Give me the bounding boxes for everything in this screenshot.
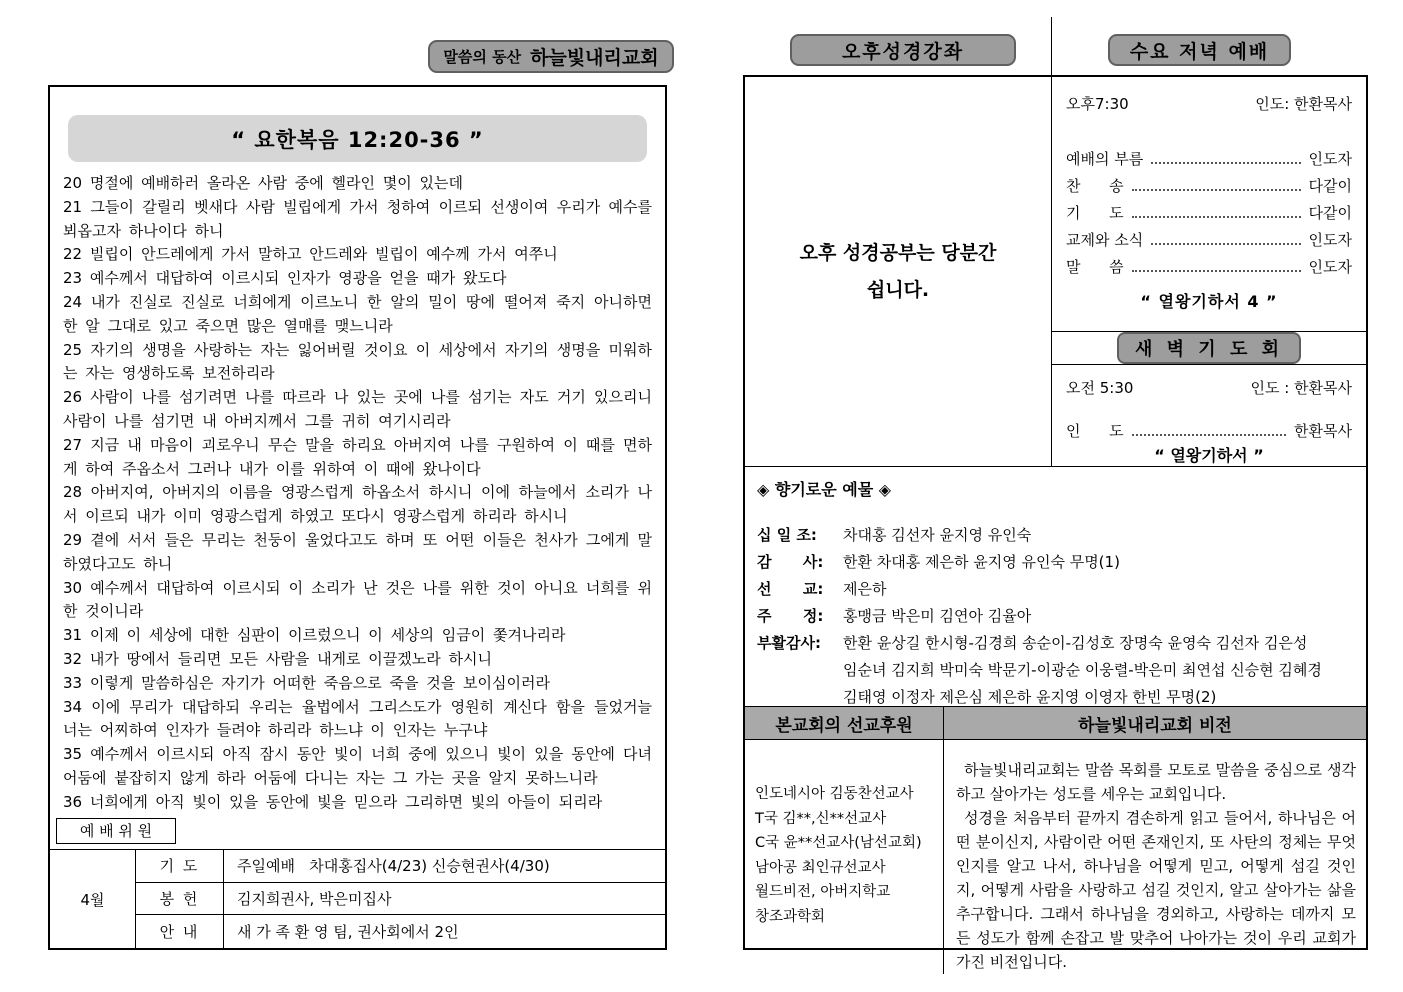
order-row-fellowship-news xyxy=(1066,223,1352,250)
offerings-section xyxy=(745,467,1366,707)
wednesday-leader: 인도: 한환목사 xyxy=(1255,95,1352,113)
verse-24: 24 내가 진실로 진실로 너희에게 이르노니 한 알의 밀이 땅에 떨어져 죽지 아니하면 한 알 그대로 있고 죽으면 많은 열매를 맺느니라 xyxy=(63,292,652,335)
order-by-label: 한환목사 xyxy=(1294,422,1352,440)
duty-month-cell: 4월 xyxy=(50,850,136,948)
order-by-label: 다같이 xyxy=(1308,177,1352,195)
offering-label: 십 일 조: xyxy=(757,526,817,544)
order-row-hymn xyxy=(1066,169,1352,196)
afternoon-notice-line1: 오후 성경공부는 당분간 xyxy=(799,241,997,264)
offering-label: 부활감사: xyxy=(757,634,821,652)
offerings-title: ◈ 향기로운 예물 ◈ xyxy=(757,480,892,499)
afternoon-notice-line2: 쉽니다. xyxy=(866,278,930,301)
order-by-label: 다같이 xyxy=(1308,204,1352,222)
verse-32: 32 내가 땅에서 들리면 모든 사람을 내게로 이끌겠노라 하시니 xyxy=(63,649,492,668)
missions-vision-section xyxy=(745,707,1366,974)
duty-value-guide: 새 가 족 환 영 팀, 권사회에서 2인 xyxy=(237,923,459,942)
duty-value-offering: 김지희권사, 박은미집사 xyxy=(224,883,665,916)
missions-header: 본교회의 선교후원 xyxy=(745,707,944,739)
offering-label: 선 교: xyxy=(757,580,824,598)
dawn-prayer-badge: 새 벽 기 도 회 xyxy=(1117,332,1301,364)
dawn-leader: 인도 : 한환목사 xyxy=(1250,379,1352,397)
offering-value: 차대홍 김선자 윤지영 유인숙 xyxy=(843,526,1032,544)
offering-value: 한환 차대홍 제은하 윤지영 유인숙 무명(1) xyxy=(843,553,1120,571)
dotted-leader xyxy=(1132,189,1301,191)
order-item-label: 교제와 소식 xyxy=(1066,231,1144,249)
vision-text xyxy=(944,740,1366,974)
offering-row-tithe xyxy=(757,526,1352,544)
offering-row-mission xyxy=(757,580,1352,598)
dawn-prayer-header-row xyxy=(1052,331,1366,364)
order-item-label: 인 도 xyxy=(1066,422,1124,440)
order-row-call-to-worship xyxy=(1066,142,1352,169)
church-badge-name: 하늘빛내리교회 xyxy=(530,47,659,69)
dotted-leader xyxy=(1151,243,1300,245)
mission-item: C국 윤**선교사(남선교회) xyxy=(755,835,922,851)
offering-row-thanks xyxy=(757,553,1352,571)
duty-role-prayer: 기 도 xyxy=(136,850,224,883)
church-name-badge xyxy=(428,40,674,73)
bottom-table-body xyxy=(745,740,1366,974)
dawn-prayer-section xyxy=(1052,364,1366,466)
vision-paragraph-1: 하늘빛내리교회는 말씀 목회를 모토로 말씀을 중심으로 생각하고 살아가는 성도를 세우는 교회입니다. xyxy=(956,761,1356,803)
dawn-service-head xyxy=(1066,377,1352,398)
mission-item: 월드비전, 아버지학교 xyxy=(755,884,891,900)
verse-34: 34 이에 무리가 대답하되 우리는 율법에서 그리스도가 영원히 계신다 함을 들었거늘 너는 어찌하여 인자가 들려야 하리라 하느냐 이 인자는 누구냐 xyxy=(63,697,652,740)
offering-label: 감 사: xyxy=(757,553,824,571)
verse-21: 21 그들이 갈릴리 벳새다 사람 빌립에게 가서 청하여 이르되 선생이여 우리가 예수를 뵈옵고자 하나이다 하니 xyxy=(63,197,652,240)
verse-22: 22 빌립이 안드레에게 가서 말하고 안드레와 빌립이 예수께 가서 여쭈니 xyxy=(63,245,558,264)
offering-resurrection-line3: 김태영 이정자 제은심 제은하 윤지영 이영자 한빈 무명(2) xyxy=(843,688,1217,706)
order-by-label: 인도자 xyxy=(1308,258,1352,276)
offering-resurrection-line2: 임순녀 김지희 박미숙 박문기-이광순 이웅렬-박은미 최연섭 신승현 김혜경 xyxy=(843,661,1322,679)
dawn-order-row xyxy=(1066,414,1352,441)
wednesday-service-cell xyxy=(1052,77,1366,466)
dotted-leader xyxy=(1132,216,1301,218)
wednesday-evening-worship-badge: 수요 저녁 예배 xyxy=(1108,34,1291,66)
verse-36: 36 너희에게 아직 빛이 있을 동안에 빛을 믿으라 그리하면 빛의 아들이 되리라 xyxy=(63,792,603,811)
verse-33: 33 이렇게 말씀하심은 자기가 어떠한 죽음으로 죽을 것을 보이심이러라 xyxy=(63,673,550,692)
wednesday-scripture: “ 열왕기하서 4 ” xyxy=(1140,292,1278,311)
verse-28: 28 아버지여, 아버지의 이름을 영광스럽게 하옵소서 하시니 이에 하늘에서 소리가 나서 이르되 내가 이미 영광스럽게 하였고 또다시 영광스럽게 하리라 하시니 xyxy=(63,483,652,526)
verse-31: 31 이제 이 세상에 대한 심판이 이르렀으니 이 세상의 임금이 쫓겨나리라 xyxy=(63,626,566,645)
order-row-prayer xyxy=(1066,196,1352,223)
mission-item: 인도네시아 김동찬선교사 xyxy=(755,786,914,802)
bottom-table-headers xyxy=(745,707,1366,740)
verse-25: 25 자기의 생명을 사랑하는 자는 잃어버릴 것이요 이 세상에서 자기의 생명을 미워하는 자는 영생하도록 보전하리라 xyxy=(63,340,652,383)
offering-value: 제은하 xyxy=(843,580,887,598)
dawn-scripture: “ 열왕기하서 ” xyxy=(1154,446,1264,465)
afternoon-class-notice xyxy=(745,17,1052,466)
wednesday-order-list xyxy=(1066,142,1352,277)
order-by-label: 인도자 xyxy=(1308,231,1352,249)
scripture-verses xyxy=(50,172,665,815)
missions-list xyxy=(745,740,944,974)
duty-value-prayer: 주일예배 차대홍집사(4/23) 신승현권사(4/30) xyxy=(224,850,665,883)
vision-paragraph-2: 성경을 처음부터 끝까지 겸손하게 읽고 들어서, 하나님은 어떤 분이신지, 사람이란 어떤 존재인지, 또 사탄의 정체는 무엇인지를 알고 나서, 하나님을 어떻게 믿고, 어떻게 섬길 것인지, 어떻게 사람을 사랑하고 섬길 것인지, 알고 살아가는 삶을 추구합니다. 그래서 하나님을 경외하고, 사랑하는 데까지 모든 성도가 함께 손잡고 발 맞추어 나아가는 것이 우리 교회가 가진 비전입니다. xyxy=(956,809,1356,971)
services-section xyxy=(745,77,1366,467)
verse-29: 29 곁에 서서 들은 무리는 천둥이 울었다고도 하며 또 어떤 이들은 천사가 그에게 말하였다고도 하니 xyxy=(63,530,652,573)
wednesday-service-head xyxy=(1066,93,1352,114)
verse-30: 30 예수께서 대답하여 이르시되 이 소리가 난 것은 나를 위한 것이 아니요 너희를 위한 것이니라 xyxy=(63,578,652,621)
mission-item: T국 김**,신**선교사 xyxy=(755,810,887,827)
offering-value: 홍맹금 박은미 김연아 김율아 xyxy=(843,607,1032,625)
duty-role-guide: 안 내 xyxy=(136,915,224,948)
dotted-leader xyxy=(1132,434,1286,436)
verse-35: 35 예수께서 이르시되 아직 잠시 동안 빛이 너희 중에 있으니 빛이 있을 동안에 다녀 어둠에 붙잡히지 않게 하라 어둠에 다니는 자는 그 가는 곳을 알지 못하느니라 xyxy=(63,745,652,787)
verse-23: 23 예수께서 대답하여 이르시되 인자가 영광을 얻을 때가 왔도다 xyxy=(63,269,507,288)
right-page xyxy=(743,75,1368,971)
wednesday-time: 오후7:30 xyxy=(1066,95,1129,113)
order-item-label: 찬 송 xyxy=(1066,177,1124,195)
duty-role-offering: 봉 헌 xyxy=(136,883,224,916)
dotted-leader xyxy=(1151,162,1300,164)
vision-header: 하늘빛내리교회 비전 xyxy=(944,707,1366,739)
order-item-label: 기 도 xyxy=(1066,204,1124,222)
order-row-sermon xyxy=(1066,250,1352,277)
mission-item: 창조과학회 xyxy=(755,908,826,925)
order-item-label: 말 씀 xyxy=(1066,258,1124,276)
offering-value: 한환 윤상길 한시형-김경희 송순이-김성호 장명숙 윤영숙 김선자 김은성 xyxy=(843,634,1308,652)
dotted-leader xyxy=(1132,270,1301,272)
scripture-passage-title: “ 요한복음 12:20-36 ” xyxy=(68,115,647,162)
church-badge-prefix: 말씀의 동산 xyxy=(443,48,522,66)
offering-row-resurrection xyxy=(757,634,1352,652)
order-by-label: 인도자 xyxy=(1308,150,1352,168)
verse-20: 20 명절에 예배하러 올라온 사람 중에 헬라인 몇이 있는데 xyxy=(63,174,464,192)
dawn-time: 오전 5:30 xyxy=(1066,379,1134,397)
worship-committee-label: 예 배 위 원 xyxy=(56,818,176,844)
offering-label: 주 정: xyxy=(757,607,824,625)
mission-item: 남아공 최인규선교사 xyxy=(755,859,886,876)
left-page xyxy=(48,85,667,950)
offering-row-weekly xyxy=(757,607,1352,625)
order-item-label: 예배의 부름 xyxy=(1066,150,1144,168)
worship-duty-table xyxy=(50,849,665,948)
verse-26: 26 사람이 나를 섬기려면 나를 따르라 나 있는 곳에 나를 섬기는 자도 거기 있으리니 사람이 나를 섬기면 내 아버지께서 그를 귀히 여기시리라 xyxy=(63,388,652,430)
wednesday-service-order xyxy=(1052,77,1366,331)
verse-27: 27 지금 내 마음이 괴로우니 무슨 말을 하리요 아버지여 나를 구원하여 이 때를 면하게 하여 주옵소서 그러나 내가 이를 위하여 이 때에 왔나이다 xyxy=(63,435,652,478)
afternoon-bible-class-badge: 오후성경강좌 xyxy=(790,34,1016,66)
